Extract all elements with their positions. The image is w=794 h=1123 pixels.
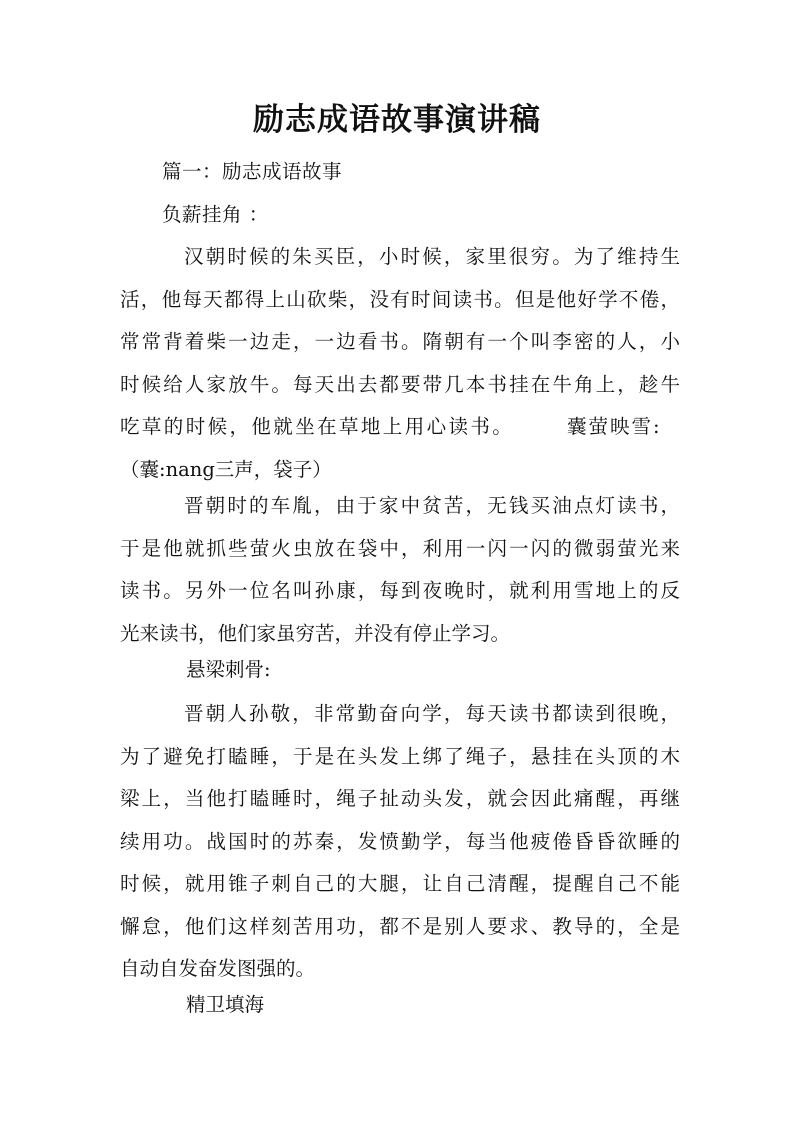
paragraph-line-with-heading [120, 406, 680, 449]
paragraph-line: 续用功。战国时的苏秦，发愤勤学，每当他疲倦昏昏欲睡的 [120, 829, 680, 853]
paragraph-line: 读书。另外一位名叫孙康，每到夜晚时，就利用雪地上的反 [120, 579, 680, 602]
paragraph-line: 光来读书，他们家虽穷苦，并没有停止学习。 [120, 621, 511, 645]
paragraph-line: 晋朝人孙敬，非常勤奋向学，每天读书都读到很晚， [184, 702, 680, 725]
story-title-jingwei-tianhai: 精卫填海 [186, 993, 265, 1016]
paragraph-line: 时候给人家放牛。每天出去都要带几本书挂在牛角上，趁牛 [120, 372, 680, 396]
story-title-nangying-yingxue: 囊萤映雪: [567, 415, 662, 438]
paragraph-line: 于是他就抓些萤火虫放在袋中，利用一闪一闪的微弱萤光来 [120, 536, 680, 560]
story-paragraph-2 [120, 485, 680, 655]
story-title-fuxin-guajiao: 负薪挂角 ： [162, 203, 269, 226]
story-paragraph-1 [120, 236, 680, 491]
paragraph-line: 为了避免打瞌睡，于是在头发上绑了绳子，悬挂在头顶的木 [120, 744, 680, 768]
section-heading: 篇一：励志成语故事 [162, 160, 343, 183]
paragraph-line: 常常背着柴一边走，一边看书。隋朝有一个叫李密的人，小 [120, 330, 680, 353]
paragraph-line: 自动自发奋发图强的。 [120, 957, 316, 980]
paragraph-line: 梁上，当他打瞌睡时，绳子扯动头发，就会因此痛醒，再继 [120, 787, 680, 810]
paragraph-line: 时候，就用锥子刺自己的大腿，让自己清醒，提醒自己不能 [120, 872, 680, 895]
story-paragraph-3 [120, 693, 680, 991]
paragraph-line: 晋朝时的车胤，由于家中贫苦，无钱买油点灯读书， [184, 494, 680, 517]
paragraph-line: 吃草的时候，他就坐在草地上用心读书。 [120, 415, 515, 438]
story-title-xuanliang-cigu: 悬梁刺骨: [186, 658, 271, 681]
paragraph-line: （囊:nang三声，袋子） [120, 457, 332, 481]
document-title: 励志成语故事演讲稿 [253, 102, 541, 138]
paragraph-line: 汉朝时候的朱买臣，小时候，家里很穷。为了维持生 [184, 245, 680, 268]
paragraph-line: 活，他每天都得上山砍柴，没有时间读书。但是他好学不倦， [120, 287, 680, 311]
paragraph-line: 懈怠，他们这样刻苦用功，都不是别人要求、教导的，全是 [120, 914, 680, 938]
